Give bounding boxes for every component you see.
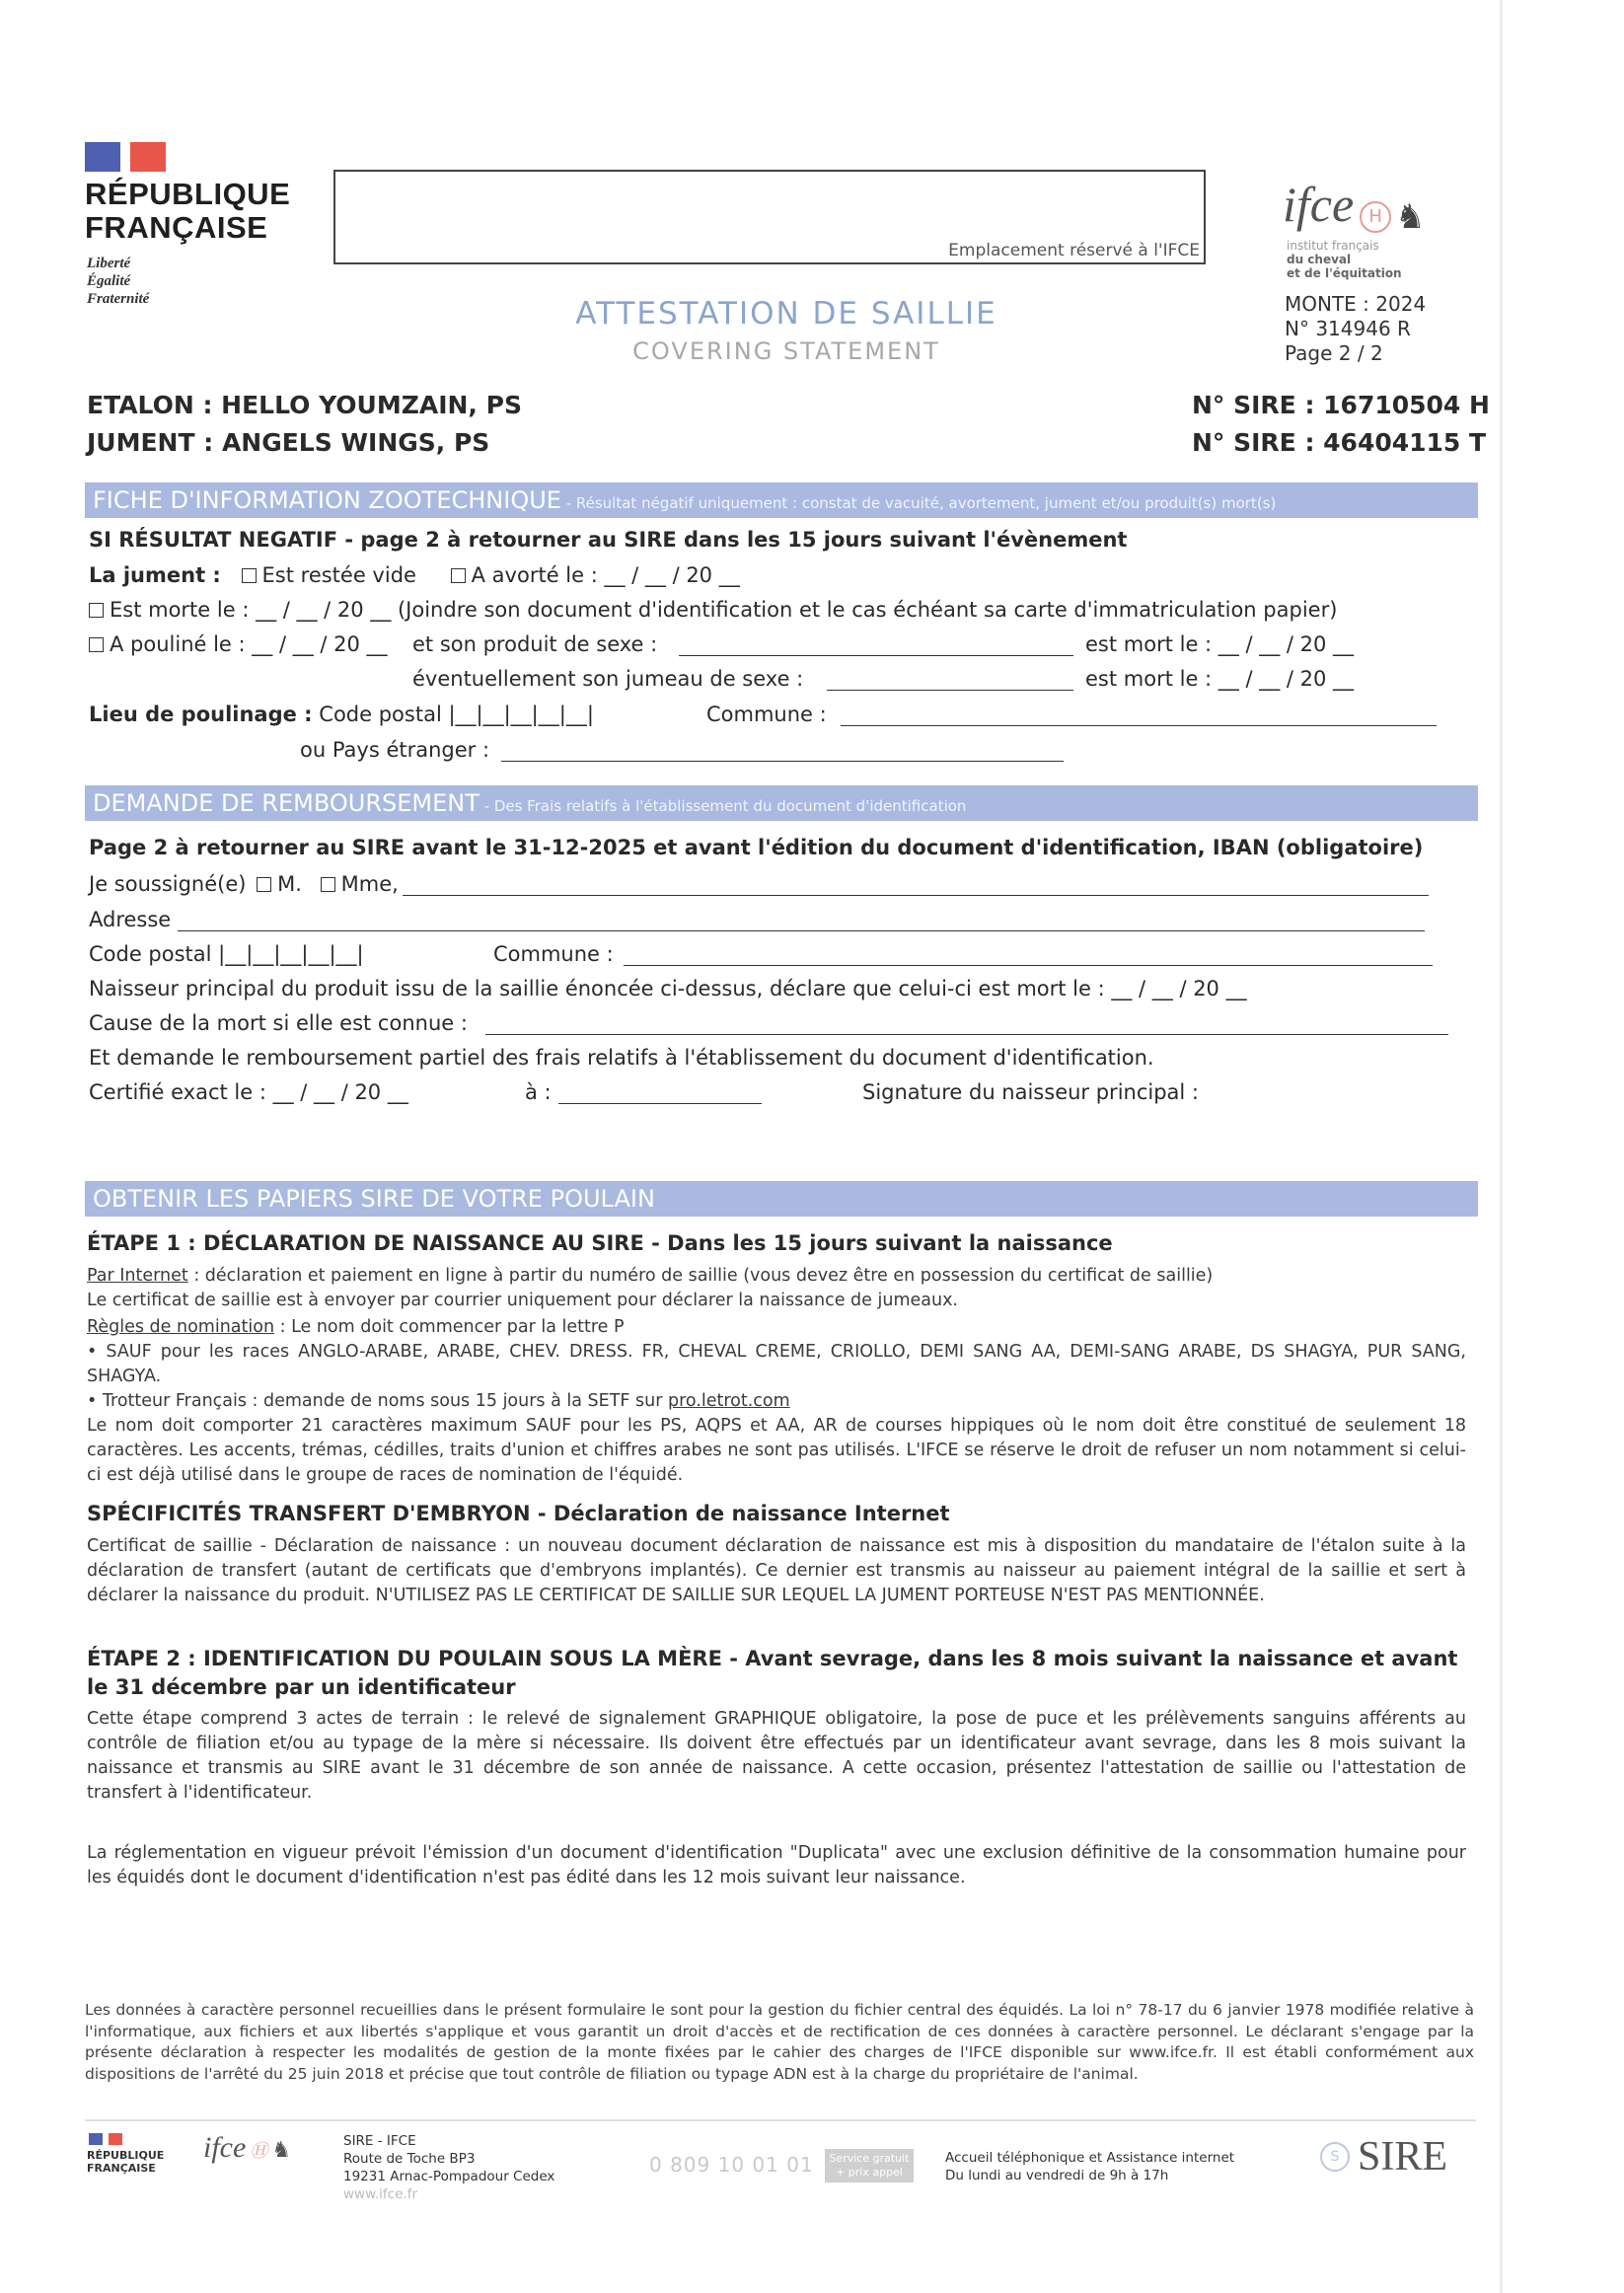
morte-label: Est morte le : __ / __ / 20 __ (Joindre son document d'identification et le cas échéant sa carte d'immatriculation papier): [110, 598, 1338, 622]
remboursement-band-title: DEMANDE DE REMBOURSEMENT: [93, 789, 480, 817]
scan-edge: [1500, 0, 1503, 2293]
jumeau-mort-label: est mort le : __ / __ / 20 __: [1085, 667, 1355, 691]
produit-mort-label: est mort le : __ / __ / 20 __: [1085, 632, 1355, 656]
remboursement-band: [85, 785, 1478, 821]
footer-horse-icon: ♞: [271, 2137, 292, 2162]
marianne-flag-icon: [85, 142, 166, 172]
page-subtitle: COVERING STATEMENT: [632, 337, 940, 365]
soussigne-label: Je soussigné(e): [89, 872, 247, 896]
produit-sexe-label: et son produit de sexe :: [412, 632, 658, 656]
jumeau-sexe-label: éventuellement son jumeau de sexe :: [412, 667, 804, 691]
phone-badge: Service gratuit + prix appel: [825, 2149, 914, 2182]
jument-label: La jument :: [89, 563, 221, 587]
sire-logo: S SIRE: [1320, 2133, 1447, 2181]
pays-field[interactable]: [501, 743, 1064, 762]
footer-address: SIRE - IFCE Route de Toche BP3 19231 Arnac-Pompadour Cedex www.ifce.fr: [343, 2133, 555, 2202]
ifce-tagline: institut français du cheval et de l'équitation: [1287, 239, 1402, 280]
morte-checkbox[interactable]: [89, 603, 104, 618]
lieu-commune-field[interactable]: [841, 707, 1437, 726]
vide-checkbox[interactable]: [242, 568, 257, 583]
lieu-code-postal[interactable]: Code postal |__|__|__|__|__|: [319, 703, 594, 726]
horse-icon: ♞: [1395, 196, 1426, 237]
reserved-label: Emplacement réservé à l'IFCE: [948, 241, 1200, 260]
fiche-heading: SI RÉSULTAT NEGATIF - page 2 à retourner au SIRE dans les 15 jours suivant l'évènement: [89, 528, 1128, 552]
lieu-commune-label: Commune :: [706, 703, 827, 726]
signature-label: Signature du naisseur principal :: [862, 1080, 1200, 1104]
papiers-band-title: OBTENIR LES PAPIERS SIRE DE VOTRE POULAIN: [93, 1185, 655, 1213]
page-title: ATTESTATION DE SAILLIE: [575, 296, 997, 332]
commune-label: Commune :: [493, 942, 614, 966]
vide-label: Est restée vide: [261, 563, 416, 587]
certifie-label: Certifié exact le : __ / __ / 20 __: [89, 1080, 408, 1104]
footer-ifce-logo: ifce Ⓗ ♞: [203, 2131, 292, 2164]
pouline-label: A pouliné le : __ / __ / 20 __: [110, 632, 388, 656]
jument: JUMENT : ANGELS WINGS, PS: [87, 428, 490, 457]
jumeau-sexe-field[interactable]: [827, 672, 1073, 691]
etape1-heading: ÉTAPE 1 : DÉCLARATION DE NAISSANCE AU SIRE - Dans les 15 jours suivant la naissance: [87, 1231, 1113, 1255]
produit-sexe-field[interactable]: [679, 637, 1073, 656]
fiche-band-sub: - Résultat négatif uniquement : constat de vacuité, avortement, jument et/ou produit(s) mort(s): [560, 494, 1277, 512]
commune-field[interactable]: [624, 947, 1433, 966]
code-postal-field[interactable]: Code postal |__|__|__|__|__|: [89, 942, 364, 966]
etalon: ETALON : HELLO YOUMZAIN, PS: [87, 391, 522, 419]
fiche-band: [85, 482, 1478, 518]
jument-sire: N° SIRE : 46404115 T: [1192, 428, 1487, 457]
etape2-body: Cette étape comprend 3 actes de terrain : le relevé de signalement GRAPHIQUE obligatoire, la pose de puce et les prélèvements sanguins afférents au contrôle de filiation et/ou au typage de la mère si nécessaire. Ils doivent être effectués par un identificateur avant sevrage, dans les 8 mois suivant la naissance et transmis au SIRE avant le 31 décembre de son année de naissance. A cette occasion, présentez l'attestation de saillie ou l'attestation de transfert à l'identificateur.: [87, 1709, 1466, 1803]
motto: Liberté Égalité Fraternité: [87, 256, 150, 307]
certificate-number: N° 314946 R: [1285, 317, 1411, 340]
pays-label: ou Pays étranger :: [300, 738, 490, 762]
etape2-heading: ÉTAPE 2 : IDENTIFICATION DU POULAIN SOUS LA MÈRE - Avant sevrage, dans les 8 mois suivant la naissance et avant le 31 décembre par un identificateur: [87, 1647, 1458, 1699]
legal-notice: Les données à caractère personnel recueillies dans le présent formulaire le sont pour la gestion du fichier central des équidés. La loi n° 78-17 du 6 janvier 1978 modifiée relative à l'informatique, aux fichiers et aux libertés s'applique et vous garantit un droit d'accès et de rectification de ces données à caractère personnel. Le déclarant s'engage par la présente déclaration à respecter les modalités de gestion de la monte fixées par le cahier des charges de l'IFCE disponible sur www.ifce.fr. Il est établi conformément aux dispositions de l'arrêté du 25 juin 2018 et précise que tout contrôle de filiation ou typage ADN est à la charge du propriétaire de l'animal.: [85, 2001, 1474, 2083]
a-label: à :: [525, 1080, 552, 1104]
monte-info: [1285, 292, 1426, 366]
monte-year: MONTE : 2024: [1285, 292, 1427, 316]
mme-checkbox[interactable]: [321, 877, 335, 892]
etalon-sire: N° SIRE : 16710504 H: [1192, 391, 1490, 419]
reglementation-note: La réglementation en vigueur prévoit l'émission d'un document d'identification "Duplicata" avec une exclusion définitive de la consommation humaine pour les équidés dont le document d'identification n'est pas édité dans les 12 mois suivant leur naissance.: [87, 1843, 1466, 1887]
avorte-label: A avorté le : __ / __ / 20 __: [471, 563, 740, 587]
ifce-wordmark: ifce: [1283, 177, 1355, 232]
footer-flag-icon: [89, 2133, 124, 2145]
letrot-link[interactable]: pro.letrot.com: [668, 1391, 790, 1411]
specificites-body: Certificat de saillie - Déclaration de naissance : un nouveau document déclaration de naissance est mis à disposition du mandataire de l'étalon suite à la déclaration de transfert (autant de certificats que d'embryons implantés). Ce dernier est transmis au naisseur au paiement intégral de la saillie et sert à déclarer la naissance du produit. N'UTILISEZ PAS LE CERTIFICAT DE SAILLIE SUR LEQUEL LA JUMENT PORTEUSE N'EST PAS MENTIONNÉE.: [87, 1536, 1466, 1605]
lieu-label: Lieu de poulinage :: [89, 703, 313, 726]
cause-label: Cause de la mort si elle est connue :: [89, 1011, 468, 1035]
ifce-reserved-box: [333, 170, 1206, 264]
ifce-logo: [1283, 177, 1426, 237]
sire-circle-icon: S: [1320, 2142, 1350, 2172]
footer-phone: 0 809 10 01 01: [649, 2153, 814, 2177]
remboursement-heading: Page 2 à retourner au SIRE avant le 31-12-2025 et avant l'édition du document d'identification, IBAN (obligatoire): [89, 836, 1424, 859]
m-checkbox[interactable]: [257, 877, 271, 892]
footer-divider: [85, 2119, 1476, 2121]
cause-field[interactable]: [485, 1016, 1448, 1035]
specificites-heading: SPÉCIFICITÉS TRANSFERT D'EMBRYON - Déclaration de naissance Internet: [87, 1502, 950, 1525]
lieu-signature-field[interactable]: [558, 1085, 762, 1104]
name-field[interactable]: [403, 877, 1429, 896]
papiers-band: [85, 1181, 1478, 1217]
footer-ifce-h-icon: Ⓗ: [250, 2141, 268, 2161]
adresse-label: Adresse: [89, 908, 172, 931]
m-label: M.: [277, 872, 302, 896]
footer-accueil: Accueil téléphonique et Assistance internet Du lundi au vendredi de 9h à 17h: [945, 2150, 1235, 2183]
adresse-field[interactable]: [178, 913, 1425, 931]
remboursement-band-sub: - Des Frais relatifs à l'établissement du document d'identification: [479, 797, 967, 815]
mme-label: Mme,: [340, 872, 399, 896]
ifce-h-icon: H: [1360, 201, 1391, 233]
footer-rf: RÉPUBLIQUE FRANÇAISE: [87, 2149, 165, 2175]
naisseur-statement: Naisseur principal du produit issu de la saillie énoncée ci-dessus, déclare que celui-ci est mort le : __ / __ / 20 __: [89, 977, 1247, 1000]
page-number: Page 2 / 2: [1285, 341, 1383, 365]
pouline-checkbox[interactable]: [89, 637, 104, 652]
etape1-body: Par Internet : déclaration et paiement en ligne à partir du numéro de saillie (vous devez être en possession du certificat de saillie) Le certificat de saillie est à envoyer par courrier uniquement pour déclarer la naissance de jumeaux. Règles de nomination : Le nom doit commencer par la lettre P • SAUF pour les races ANGLO-ARABE, ARABE, CHEV. DRESS. FR, CHEVAL CREME, CRIOLLO, DEMI SANG AA, DEMI-SANG ARABE, DS SHAGYA, PUR SANG, SHAGYA. • Trotteur Français : demande de noms sous 15 jours à la SETF sur pro.letrot.com Le nom doit comporter 21 caractères maximum SAUF pour les PS, AQPS et AA, AR de courses hippiques où le nom doit être constitué de seulement 18 caractères. Les accents, trémas, cédilles, traits d'union et chiffres arabes ne sont pas utilisés. L'IFCE se réserve le droit de refuser un nom notamment si celui-ci est déjà utilisé dans le groupe de races de nomination de l'équidé.: [87, 1266, 1466, 1485]
demande-statement: Et demande le remboursement partiel des frais relatifs à l'établissement du document d'identification.: [89, 1046, 1154, 1070]
fiche-band-title: FICHE D'INFORMATION ZOOTECHNIQUE: [93, 486, 561, 514]
republique-francaise: RÉPUBLIQUE FRANÇAISE: [85, 177, 291, 245]
avorte-checkbox[interactable]: [451, 568, 466, 583]
